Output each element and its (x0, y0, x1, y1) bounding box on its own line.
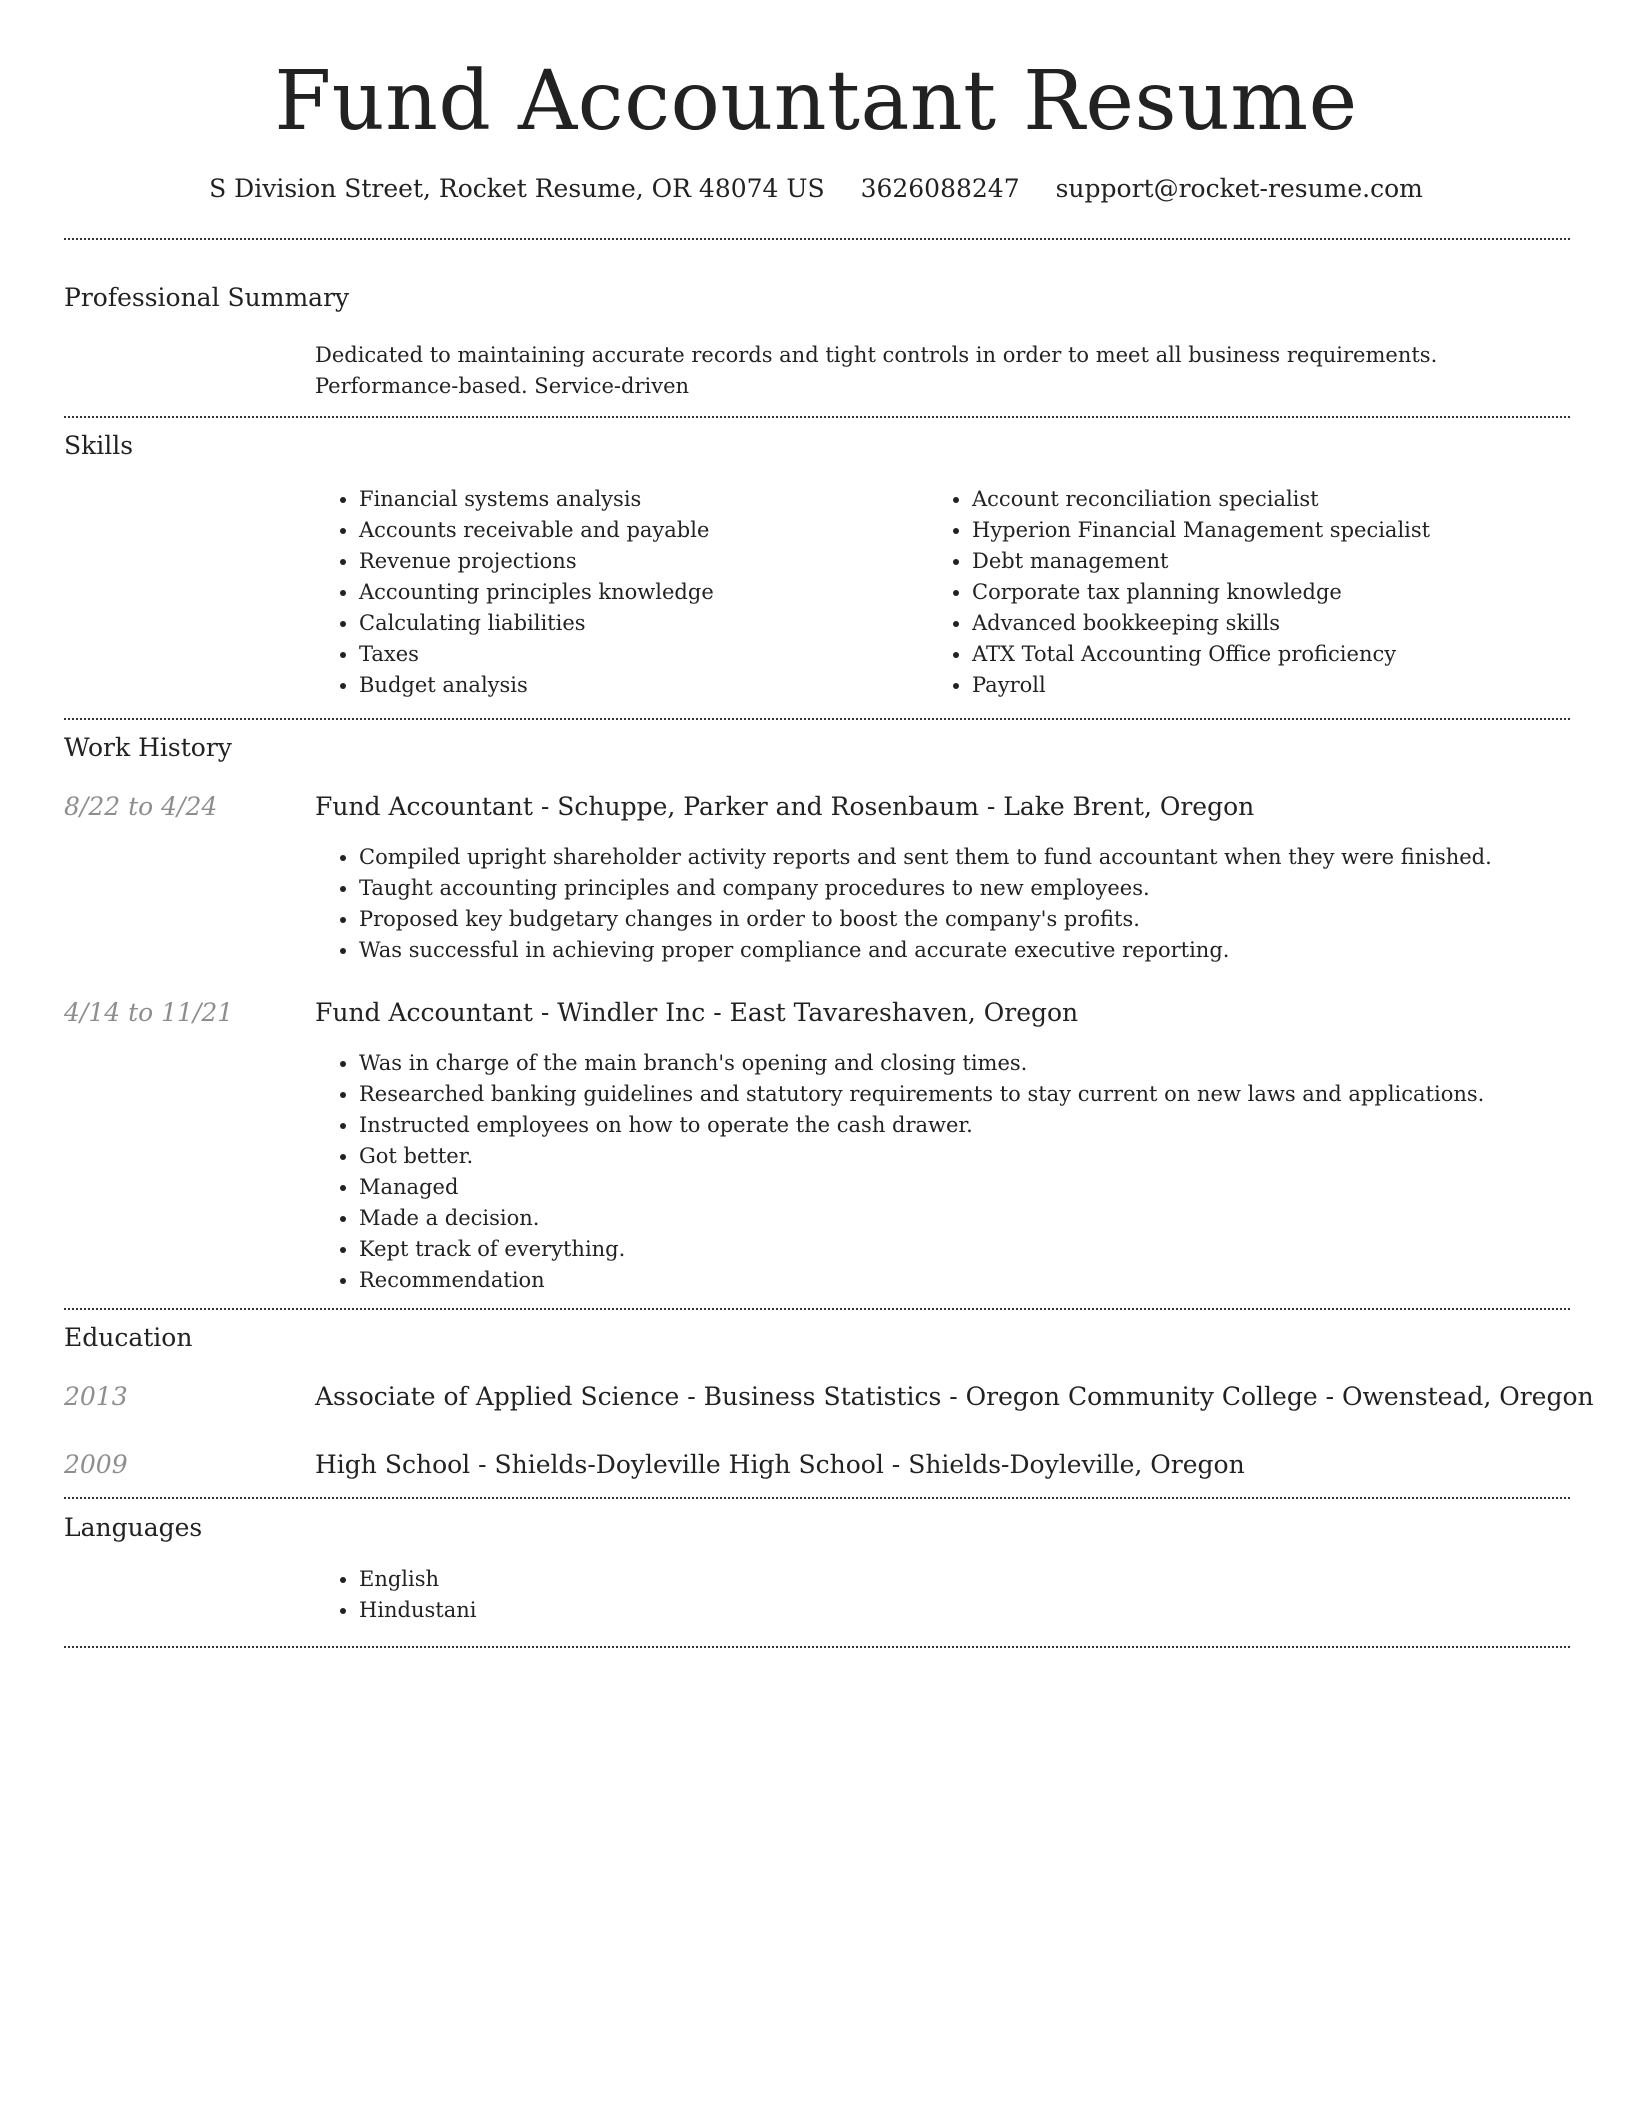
job-title: Fund Accountant - Schuppe, Parker and Rosenbaum - Lake Brent, Oregon (315, 792, 1255, 821)
skill-item: • ATX Total Accounting Office proficiency (972, 639, 1592, 670)
job-dates: 8/22 to 4/24 (64, 792, 218, 821)
skill-item: • Debt management (972, 546, 1592, 577)
job-title: Fund Accountant - Windler Inc - East Tavareshaven, Oregon (315, 998, 1079, 1027)
education-heading: Education (64, 1323, 193, 1352)
job-bullet: • Was successful in achieving proper compliance and accurate executive reporting. (359, 935, 1599, 966)
skill-item: • Accounting principles knowledge (359, 577, 919, 608)
skills-list-left (315, 484, 919, 701)
job-bullet: • Was in charge of the main branch's opening and closing times. (359, 1048, 1599, 1079)
contact-line (0, 171, 1632, 207)
skill-item: • Corporate tax planning knowledge (972, 577, 1592, 608)
education-title: Associate of Applied Science - Business Statistics - Oregon Community College - Owenstead, Oregon (315, 1382, 1594, 1411)
section-divider (64, 238, 1570, 240)
skill-item: • Account reconciliation specialist (972, 484, 1592, 515)
skill-item: • Accounts receivable and payable (359, 515, 919, 546)
contact-phone: 3626088247 (860, 174, 1020, 203)
job-bullets (315, 1048, 1599, 1296)
section-divider (64, 1646, 1570, 1648)
skills-heading: Skills (64, 431, 134, 460)
languages-heading: Languages (64, 1513, 203, 1542)
skill-item: • Hyperion Financial Management specialist (972, 515, 1592, 546)
job-bullet: • Kept track of everything. (359, 1234, 1599, 1265)
section-divider (64, 1308, 1570, 1310)
work-heading: Work History (64, 733, 232, 762)
education-title: High School - Shields-Doyleville High School - Shields-Doyleville, Oregon (315, 1450, 1245, 1479)
job-dates: 4/14 to 11/21 (64, 998, 234, 1027)
job-bullet: • Made a decision. (359, 1203, 1599, 1234)
page-title: Fund Accountant Resume (274, 54, 1358, 149)
education-year: 2013 (64, 1382, 128, 1411)
section-divider (64, 718, 1570, 720)
summary-text: Dedicated to maintaining accurate records and tight controls in order to meet all business requirements. Performance-based. Service-driven (315, 343, 1438, 398)
job-bullet: • Managed (359, 1172, 1599, 1203)
contact-address: S Division Street, Rocket Resume, OR 48074 US (209, 174, 825, 203)
skill-item: • Taxes (359, 639, 919, 670)
skill-item: • Revenue projections (359, 546, 919, 577)
skills-list-right (928, 484, 1592, 701)
language-item: • Hindustani (359, 1595, 959, 1626)
section-divider (64, 416, 1570, 418)
job-bullet: • Taught accounting principles and company procedures to new employees. (359, 873, 1599, 904)
summary-heading: Professional Summary (64, 283, 350, 312)
job-bullet: • Instructed employees on how to operate the cash drawer. (359, 1110, 1599, 1141)
education-year: 2009 (64, 1450, 128, 1479)
skill-item: • Calculating liabilities (359, 608, 919, 639)
section-divider (64, 1497, 1570, 1499)
skill-item: • Advanced bookkeeping skills (972, 608, 1592, 639)
job-bullet: • Proposed key budgetary changes in order to boost the company's profits. (359, 904, 1599, 935)
skill-item: • Budget analysis (359, 670, 919, 701)
job-bullets (315, 842, 1599, 966)
skill-item: • Financial systems analysis (359, 484, 919, 515)
job-bullet: • Recommendation (359, 1265, 1599, 1296)
job-bullet: • Researched banking guidelines and statutory requirements to stay current on new laws and applications. (359, 1079, 1599, 1110)
languages-list (315, 1564, 959, 1626)
job-bullet: • Got better. (359, 1141, 1599, 1172)
job-bullet: • Compiled upright shareholder activity reports and sent them to fund accountant when they were finished. (359, 842, 1599, 873)
skill-item: • Payroll (972, 670, 1592, 701)
language-item: • English (359, 1564, 959, 1595)
contact-email: support@rocket-resume.com (1055, 174, 1423, 203)
